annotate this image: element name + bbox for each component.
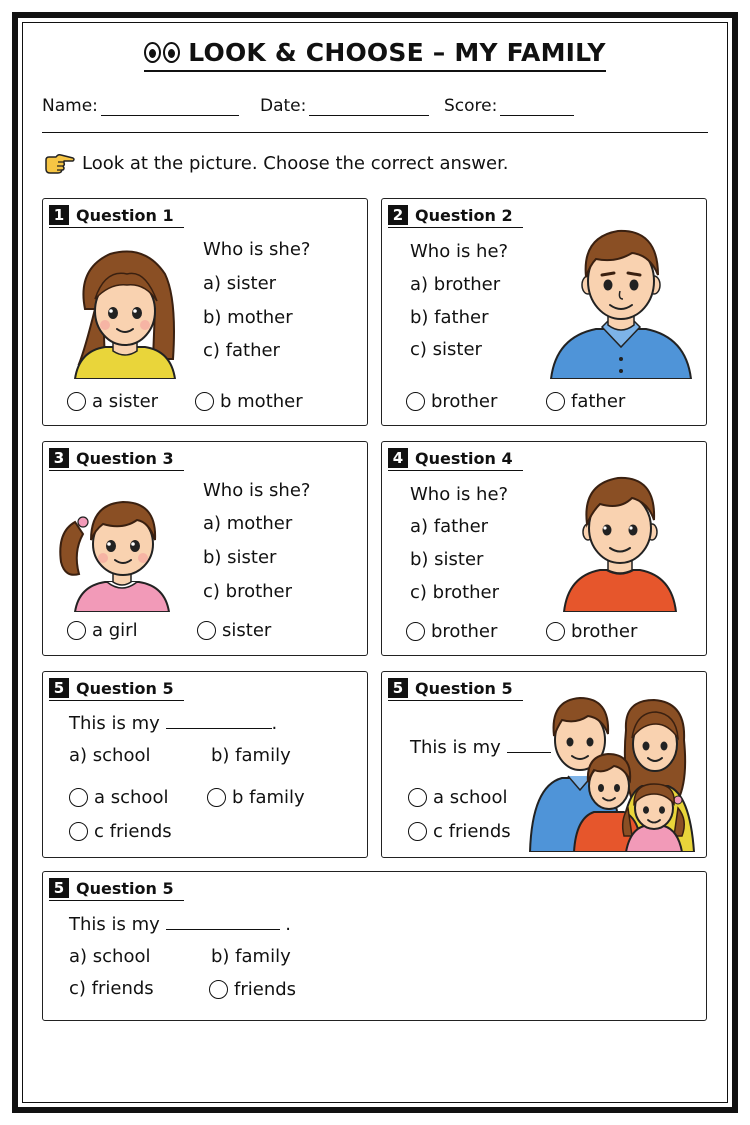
question-header [49,678,184,701]
answer-blank[interactable] [166,914,280,930]
answer-blank[interactable] [166,713,272,729]
option-b: b) family [211,745,291,766]
radio-circle[interactable] [406,622,425,641]
answer-choice[interactable]: a school [408,787,507,808]
name-field[interactable] [42,96,239,116]
question-header [388,448,523,471]
option-b: b) sister [203,547,277,568]
answer-choice[interactable]: brother [406,391,497,412]
radio-circle[interactable] [67,621,86,640]
question-header [388,205,523,228]
question-card-4 [381,441,707,656]
answer-choice[interactable]: brother [546,621,637,642]
radio-circle[interactable] [546,392,565,411]
boy-orange-shirt-picture [560,468,680,612]
radio-circle[interactable] [195,392,214,411]
question-number-badge: 2 [388,205,408,225]
option-a: a) school [69,946,151,967]
name-label: Name: [42,96,98,116]
option-a: a) school [69,745,151,766]
question-number-badge: 5 [49,878,69,898]
answer-choice[interactable]: a sister [67,391,158,412]
question-number-badge: 4 [388,448,408,468]
question-prompt: This is my . [69,914,291,935]
option-c: c) brother [410,582,500,603]
worksheet-title [144,38,605,72]
question-card-1 [42,198,368,426]
option-c: c) friends [69,978,154,999]
radio-circle[interactable] [207,788,226,807]
boy-brother-picture [546,219,696,379]
question-number-badge: 3 [49,448,69,468]
radio-circle[interactable] [209,980,228,999]
date-blank[interactable] [309,98,429,116]
family-group-picture [528,690,700,852]
question-card-3 [42,441,368,656]
question-card-5b [381,671,707,858]
score-label: Score: [444,96,498,116]
question-header [49,878,184,901]
question-prompt: This is my [410,737,551,758]
question-label: Question 4 [415,448,513,468]
answer-choice[interactable]: sister [197,620,271,641]
question-header [49,205,184,228]
instruction-text: Look at the picture. Choose the correct answer. [82,152,509,174]
question-label: Question 5 [76,878,174,898]
question-label: Question 2 [415,205,513,225]
question-prompt: Who is he? [410,484,509,505]
pointing-hand-icon [44,152,76,174]
question-header [388,678,523,701]
header-divider [42,132,708,133]
question-label: Question 5 [415,678,513,698]
question-prompt: Who is she? [203,480,311,501]
girl-sister-picture [65,239,185,379]
question-number-badge: 5 [49,678,69,698]
answer-choice[interactable]: brother [406,621,497,642]
answer-choice[interactable]: father [546,391,625,412]
worksheet-title-row [0,38,750,72]
question-number-badge: 1 [49,205,69,225]
question-prompt: This is my . [69,713,278,734]
question-number-badge: 5 [388,678,408,698]
eyes-icon [144,42,180,63]
question-header [49,448,184,471]
radio-circle[interactable] [408,822,427,841]
radio-circle[interactable] [546,622,565,641]
radio-circle[interactable] [69,822,88,841]
option-c: c) father [203,340,280,361]
option-c: c) brother [203,581,293,602]
option-c: c) sister [410,339,482,360]
question-prompt: Who is he? [410,241,509,262]
date-field[interactable] [260,96,429,116]
question-card-5a [42,671,368,858]
option-a: a) brother [410,274,501,295]
answer-choice[interactable]: b family [207,787,305,808]
instruction-row [44,152,509,174]
radio-circle[interactable] [408,788,427,807]
radio-circle[interactable] [67,392,86,411]
option-b: b) father [410,307,489,328]
option-b: b) sister [410,549,484,570]
question-card-5c [42,871,707,1021]
question-card-2 [381,198,707,426]
answer-choice[interactable]: b mother [195,391,303,412]
option-b: b) family [211,946,291,967]
question-label: Question 5 [76,678,174,698]
question-label: Question 3 [76,448,174,468]
answer-choice[interactable]: c friends [69,821,172,842]
radio-circle[interactable] [69,788,88,807]
girl-with-ponytail-picture [53,482,183,612]
answer-choice[interactable]: friends [209,979,296,1000]
question-prompt: Who is she? [203,239,311,260]
radio-circle[interactable] [197,621,216,640]
option-a: a) mother [203,513,293,534]
question-label: Question 1 [76,205,174,225]
name-blank[interactable] [101,98,239,116]
score-blank[interactable] [500,98,574,116]
title-text: LOOK & CHOOSE – MY FAMILY [188,38,606,67]
option-a: a) sister [203,273,277,294]
option-b: b) mother [203,307,293,328]
answer-choice[interactable]: c friends [408,821,511,842]
answer-choice[interactable]: a school [69,787,168,808]
answer-blank[interactable] [507,737,551,753]
date-label: Date: [260,96,307,116]
option-a: a) father [410,516,489,537]
radio-circle[interactable] [406,392,425,411]
score-field[interactable] [444,96,574,116]
answer-choice[interactable]: a girl [67,620,138,641]
